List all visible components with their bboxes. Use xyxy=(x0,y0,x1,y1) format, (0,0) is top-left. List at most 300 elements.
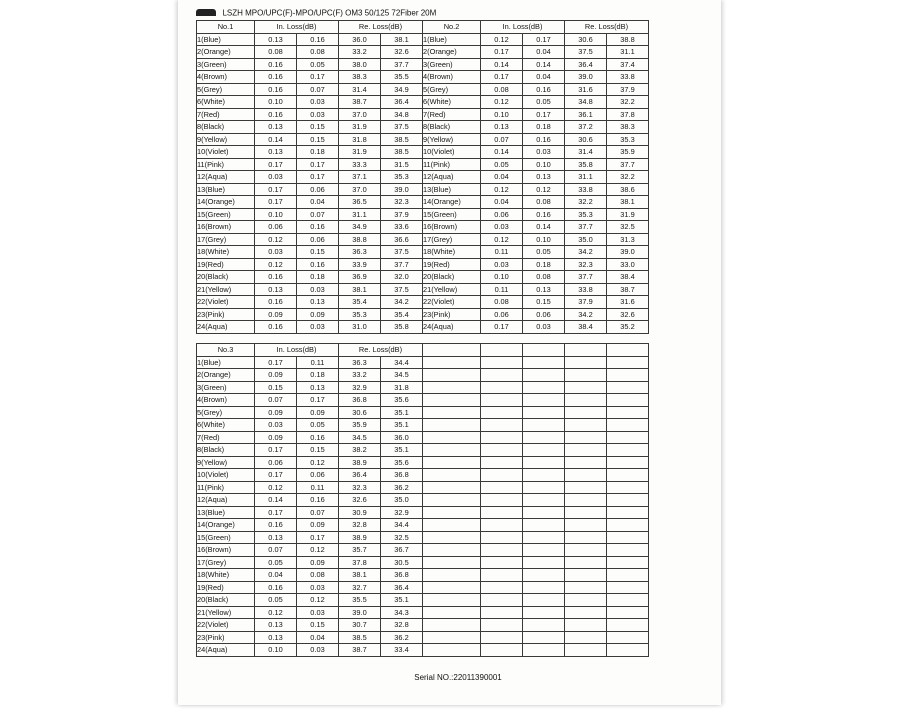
empty-cell xyxy=(523,556,565,569)
table-row xyxy=(197,83,649,96)
return-loss-value: 38.1 xyxy=(339,569,381,582)
return-loss-value: 34.8 xyxy=(565,96,607,109)
fiber-label: 7(Red) xyxy=(423,108,481,121)
empty-cell xyxy=(607,619,649,632)
return-loss-value: 38.8 xyxy=(339,233,381,246)
insertion-loss-value: 0.13 xyxy=(523,283,565,296)
return-loss-value: 33.0 xyxy=(607,258,649,271)
return-loss-value: 33.3 xyxy=(339,158,381,171)
return-loss-value: 32.6 xyxy=(381,46,423,59)
insertion-loss-value: 0.03 xyxy=(297,96,339,109)
empty-cell xyxy=(481,394,523,407)
empty-cell xyxy=(565,456,607,469)
fiber-label: 6(White) xyxy=(197,419,255,432)
empty-cell xyxy=(481,594,523,607)
return-loss-value: 30.5 xyxy=(381,556,423,569)
insertion-loss-value: 0.12 xyxy=(481,33,523,46)
table-row xyxy=(197,531,649,544)
empty-cell xyxy=(423,531,481,544)
return-loss-value: 37.7 xyxy=(381,258,423,271)
insertion-loss-value: 0.11 xyxy=(297,356,339,369)
return-loss-value: 36.4 xyxy=(381,96,423,109)
empty-cell xyxy=(481,619,523,632)
empty-cell xyxy=(607,344,649,357)
fiber-label: 14(Orange) xyxy=(423,196,481,209)
return-loss-value: 31.4 xyxy=(565,146,607,159)
return-loss-value: 36.3 xyxy=(339,246,381,259)
return-loss-value: 35.1 xyxy=(381,594,423,607)
empty-cell xyxy=(565,606,607,619)
return-loss-value: 37.5 xyxy=(381,121,423,134)
return-loss-value: 33.8 xyxy=(565,283,607,296)
return-loss-value: 39.0 xyxy=(381,183,423,196)
return-loss-value: 31.9 xyxy=(339,146,381,159)
table-row xyxy=(197,296,649,309)
return-loss-value: 35.1 xyxy=(381,444,423,457)
table-row xyxy=(197,246,649,259)
insertion-loss-value: 0.04 xyxy=(297,196,339,209)
return-loss-value: 35.4 xyxy=(339,296,381,309)
insertion-loss-value: 0.03 xyxy=(297,606,339,619)
return-loss-value: 35.7 xyxy=(339,544,381,557)
return-loss-value: 31.1 xyxy=(607,46,649,59)
insertion-loss-value: 0.12 xyxy=(255,606,297,619)
fiber-label: 10(Violet) xyxy=(423,146,481,159)
insertion-loss-value: 0.12 xyxy=(481,233,523,246)
insertion-loss-value: 0.17 xyxy=(481,71,523,84)
insertion-loss-value: 0.16 xyxy=(297,494,339,507)
insertion-loss-value: 0.16 xyxy=(255,58,297,71)
empty-cell xyxy=(523,481,565,494)
report-header xyxy=(196,4,436,18)
return-loss-value: 34.4 xyxy=(381,356,423,369)
empty-cell xyxy=(481,544,523,557)
empty-cell xyxy=(565,494,607,507)
table-row xyxy=(197,381,649,394)
insertion-loss-value: 0.05 xyxy=(523,246,565,259)
insertion-loss-header: In. Loss(dB) xyxy=(481,21,565,34)
fiber-label: 4(Brown) xyxy=(197,71,255,84)
insertion-loss-value: 0.18 xyxy=(297,369,339,382)
insertion-loss-value: 0.17 xyxy=(481,46,523,59)
insertion-loss-value: 0.06 xyxy=(481,308,523,321)
insertion-loss-value: 0.07 xyxy=(255,394,297,407)
return-loss-value: 38.5 xyxy=(381,146,423,159)
fiber-label: 9(Yellow) xyxy=(197,133,255,146)
fiber-label: 24(Aqua) xyxy=(197,644,255,657)
return-loss-value: 38.4 xyxy=(607,271,649,284)
insertion-loss-value: 0.15 xyxy=(297,133,339,146)
empty-cell xyxy=(607,369,649,382)
empty-cell xyxy=(423,619,481,632)
empty-cell xyxy=(607,444,649,457)
fiber-label: 8(Black) xyxy=(423,121,481,134)
return-loss-value: 33.4 xyxy=(381,644,423,657)
empty-cell xyxy=(565,644,607,657)
return-loss-value: 32.3 xyxy=(565,258,607,271)
empty-cell xyxy=(423,356,481,369)
return-loss-value: 35.4 xyxy=(381,308,423,321)
return-loss-value: 39.0 xyxy=(339,606,381,619)
return-loss-value: 34.2 xyxy=(565,308,607,321)
return-loss-value: 38.4 xyxy=(565,321,607,334)
table-row xyxy=(197,46,649,59)
insertion-loss-value: 0.18 xyxy=(523,258,565,271)
insertion-loss-value: 0.05 xyxy=(255,594,297,607)
insertion-loss-value: 0.08 xyxy=(523,196,565,209)
empty-cell xyxy=(607,519,649,532)
return-loss-value: 34.4 xyxy=(381,519,423,532)
return-loss-value: 38.1 xyxy=(339,283,381,296)
return-loss-value: 32.9 xyxy=(381,506,423,519)
return-loss-value: 38.9 xyxy=(339,456,381,469)
fiber-label: 22(Violet) xyxy=(197,296,255,309)
return-loss-header: Re. Loss(dB) xyxy=(339,21,423,34)
empty-cell xyxy=(607,494,649,507)
table-row xyxy=(197,431,649,444)
insertion-loss-value: 0.12 xyxy=(481,183,523,196)
table-row xyxy=(197,283,649,296)
insertion-loss-value: 0.09 xyxy=(255,431,297,444)
empty-cell xyxy=(565,444,607,457)
insertion-loss-value: 0.16 xyxy=(255,321,297,334)
insertion-loss-value: 0.16 xyxy=(297,33,339,46)
table-row xyxy=(197,271,649,284)
fiber-label: 9(Yellow) xyxy=(423,133,481,146)
insertion-loss-value: 0.16 xyxy=(523,133,565,146)
insertion-loss-value: 0.09 xyxy=(297,308,339,321)
empty-cell xyxy=(565,431,607,444)
insertion-loss-value: 0.15 xyxy=(523,296,565,309)
insertion-loss-value: 0.03 xyxy=(481,258,523,271)
empty-cell xyxy=(481,531,523,544)
insertion-loss-value: 0.12 xyxy=(297,544,339,557)
fiber-label: 20(Black) xyxy=(197,271,255,284)
insertion-loss-value: 0.17 xyxy=(523,108,565,121)
empty-cell xyxy=(523,419,565,432)
insertion-loss-value: 0.04 xyxy=(523,71,565,84)
insertion-loss-value: 0.04 xyxy=(297,631,339,644)
return-loss-value: 38.3 xyxy=(607,121,649,134)
empty-cell xyxy=(565,594,607,607)
return-loss-value: 30.6 xyxy=(565,33,607,46)
fiber-label: 3(Green) xyxy=(197,58,255,71)
return-loss-value: 34.2 xyxy=(565,246,607,259)
insertion-loss-value: 0.18 xyxy=(297,146,339,159)
return-loss-value: 38.2 xyxy=(339,444,381,457)
return-loss-value: 35.0 xyxy=(381,494,423,507)
insertion-loss-value: 0.06 xyxy=(481,208,523,221)
insertion-loss-value: 0.13 xyxy=(255,283,297,296)
empty-cell xyxy=(523,644,565,657)
table-row xyxy=(197,506,649,519)
insertion-loss-value: 0.08 xyxy=(297,46,339,59)
brand-logo-icon xyxy=(196,9,216,16)
fiber-label: 21(Yellow) xyxy=(197,283,255,296)
fiber-label: 5(Grey) xyxy=(423,83,481,96)
return-loss-value: 33.2 xyxy=(339,369,381,382)
fiber-label: 17(Grey) xyxy=(197,233,255,246)
return-loss-value: 32.8 xyxy=(381,619,423,632)
insertion-loss-value: 0.05 xyxy=(297,419,339,432)
return-loss-value: 34.3 xyxy=(381,606,423,619)
fiber-label: 23(Pink) xyxy=(197,631,255,644)
return-loss-value: 34.8 xyxy=(381,108,423,121)
empty-cell xyxy=(523,594,565,607)
empty-cell xyxy=(607,644,649,657)
return-loss-value: 38.0 xyxy=(339,58,381,71)
empty-cell xyxy=(523,519,565,532)
insertion-loss-value: 0.14 xyxy=(523,221,565,234)
empty-cell xyxy=(423,469,481,482)
fiber-label: 11(Pink) xyxy=(423,158,481,171)
fiber-label: 5(Grey) xyxy=(197,83,255,96)
empty-cell xyxy=(523,369,565,382)
return-loss-value: 35.1 xyxy=(381,419,423,432)
return-loss-value: 35.8 xyxy=(565,158,607,171)
fiber-label: 2(Orange) xyxy=(197,369,255,382)
empty-cell xyxy=(523,381,565,394)
empty-cell xyxy=(423,644,481,657)
insertion-loss-value: 0.03 xyxy=(523,146,565,159)
return-loss-value: 37.0 xyxy=(339,183,381,196)
empty-cell xyxy=(523,506,565,519)
return-loss-value: 34.9 xyxy=(381,83,423,96)
empty-cell xyxy=(423,506,481,519)
fiber-label: 17(Grey) xyxy=(423,233,481,246)
return-loss-value: 32.0 xyxy=(381,271,423,284)
empty-cell xyxy=(481,581,523,594)
insertion-loss-value: 0.17 xyxy=(481,321,523,334)
insertion-loss-value: 0.06 xyxy=(297,183,339,196)
return-loss-value: 37.7 xyxy=(565,271,607,284)
return-loss-value: 32.2 xyxy=(565,196,607,209)
empty-cell xyxy=(565,506,607,519)
group-no-label: No.1 xyxy=(197,21,255,34)
fiber-label: 17(Grey) xyxy=(197,556,255,569)
empty-cell xyxy=(481,469,523,482)
fiber-label: 7(Red) xyxy=(197,108,255,121)
fiber-label: 23(Pink) xyxy=(197,308,255,321)
fiber-label: 3(Green) xyxy=(197,381,255,394)
empty-cell xyxy=(523,606,565,619)
return-loss-value: 31.9 xyxy=(607,208,649,221)
insertion-loss-value: 0.12 xyxy=(255,258,297,271)
return-loss-value: 37.7 xyxy=(565,221,607,234)
fiber-label: 16(Brown) xyxy=(197,221,255,234)
empty-cell xyxy=(481,406,523,419)
insertion-loss-value: 0.17 xyxy=(297,158,339,171)
insertion-loss-value: 0.12 xyxy=(255,481,297,494)
insertion-loss-value: 0.17 xyxy=(255,506,297,519)
empty-cell xyxy=(423,519,481,532)
table-row xyxy=(197,544,649,557)
serial-number: Serial NO.:22011390001 xyxy=(414,673,502,682)
empty-cell xyxy=(423,594,481,607)
insertion-loss-value: 0.17 xyxy=(255,183,297,196)
empty-cell xyxy=(565,544,607,557)
insertion-loss-value: 0.05 xyxy=(481,158,523,171)
insertion-loss-value: 0.09 xyxy=(297,556,339,569)
empty-cell xyxy=(607,569,649,582)
return-loss-value: 35.3 xyxy=(381,171,423,184)
return-loss-value: 36.4 xyxy=(381,581,423,594)
insertion-loss-value: 0.03 xyxy=(255,419,297,432)
insertion-loss-value: 0.12 xyxy=(297,594,339,607)
empty-cell xyxy=(423,569,481,582)
fiber-label: 3(Green) xyxy=(423,58,481,71)
return-loss-value: 37.8 xyxy=(607,108,649,121)
insertion-loss-value: 0.05 xyxy=(255,556,297,569)
fiber-label: 18(White) xyxy=(197,246,255,259)
return-loss-value: 35.6 xyxy=(381,456,423,469)
empty-cell xyxy=(565,519,607,532)
insertion-loss-value: 0.14 xyxy=(523,58,565,71)
insertion-loss-value: 0.04 xyxy=(255,569,297,582)
table-row xyxy=(197,519,649,532)
insertion-loss-value: 0.17 xyxy=(297,171,339,184)
table-row xyxy=(197,208,649,221)
empty-cell xyxy=(607,406,649,419)
return-loss-value: 39.0 xyxy=(565,71,607,84)
insertion-loss-value: 0.10 xyxy=(481,108,523,121)
return-loss-value: 33.8 xyxy=(565,183,607,196)
return-loss-value: 31.8 xyxy=(339,133,381,146)
empty-cell xyxy=(565,619,607,632)
return-loss-value: 34.5 xyxy=(339,431,381,444)
empty-cell xyxy=(423,419,481,432)
return-loss-value: 32.2 xyxy=(607,171,649,184)
table-row xyxy=(197,594,649,607)
fiber-label: 20(Black) xyxy=(197,594,255,607)
fiber-label: 16(Brown) xyxy=(423,221,481,234)
empty-cell xyxy=(523,431,565,444)
insertion-loss-value: 0.16 xyxy=(297,258,339,271)
insertion-loss-value: 0.17 xyxy=(255,196,297,209)
return-loss-value: 36.5 xyxy=(339,196,381,209)
table-row xyxy=(197,183,649,196)
empty-cell xyxy=(523,356,565,369)
return-loss-value: 32.8 xyxy=(339,519,381,532)
return-loss-value: 38.7 xyxy=(339,644,381,657)
return-loss-value: 30.6 xyxy=(565,133,607,146)
empty-cell xyxy=(607,431,649,444)
return-loss-value: 31.9 xyxy=(339,121,381,134)
empty-cell xyxy=(607,456,649,469)
fiber-label: 4(Brown) xyxy=(423,71,481,84)
fiber-label: 6(White) xyxy=(197,96,255,109)
empty-cell xyxy=(607,356,649,369)
insertion-loss-value: 0.13 xyxy=(481,121,523,134)
insertion-loss-value: 0.17 xyxy=(297,71,339,84)
return-loss-value: 36.4 xyxy=(565,58,607,71)
table-row xyxy=(197,308,649,321)
table-row xyxy=(197,321,649,334)
empty-cell xyxy=(607,581,649,594)
empty-cell xyxy=(565,569,607,582)
empty-cell xyxy=(523,469,565,482)
return-loss-value: 37.5 xyxy=(565,46,607,59)
insertion-loss-value: 0.07 xyxy=(297,506,339,519)
insertion-loss-value: 0.16 xyxy=(255,519,297,532)
insertion-loss-value: 0.14 xyxy=(481,146,523,159)
return-loss-value: 38.6 xyxy=(607,183,649,196)
insertion-loss-value: 0.15 xyxy=(255,381,297,394)
empty-cell xyxy=(607,381,649,394)
fiber-label: 2(Orange) xyxy=(197,46,255,59)
return-loss-value: 36.0 xyxy=(381,431,423,444)
empty-cell xyxy=(607,531,649,544)
insertion-loss-value: 0.08 xyxy=(523,271,565,284)
return-loss-value: 36.0 xyxy=(339,33,381,46)
insertion-loss-value: 0.16 xyxy=(255,108,297,121)
insertion-loss-value: 0.10 xyxy=(255,208,297,221)
insertion-loss-value: 0.03 xyxy=(255,171,297,184)
empty-cell xyxy=(607,631,649,644)
return-loss-value: 33.2 xyxy=(339,46,381,59)
return-loss-value: 34.2 xyxy=(381,296,423,309)
insertion-loss-value: 0.17 xyxy=(255,356,297,369)
return-loss-value: 35.6 xyxy=(381,394,423,407)
fiber-label: 11(Pink) xyxy=(197,158,255,171)
table-row xyxy=(197,58,649,71)
empty-cell xyxy=(523,494,565,507)
empty-cell xyxy=(607,606,649,619)
return-loss-value: 37.9 xyxy=(607,83,649,96)
insertion-loss-value: 0.09 xyxy=(255,406,297,419)
table-row xyxy=(197,556,649,569)
empty-cell xyxy=(565,531,607,544)
empty-cell xyxy=(523,581,565,594)
empty-cell xyxy=(565,344,607,357)
empty-cell xyxy=(607,481,649,494)
empty-cell xyxy=(523,544,565,557)
insertion-loss-value: 0.13 xyxy=(255,619,297,632)
fiber-label: 13(Blue) xyxy=(423,183,481,196)
return-loss-value: 32.3 xyxy=(381,196,423,209)
return-loss-value: 36.6 xyxy=(381,233,423,246)
insertion-loss-header: In. Loss(dB) xyxy=(255,21,339,34)
insertion-loss-value: 0.03 xyxy=(297,644,339,657)
return-loss-value: 35.1 xyxy=(381,406,423,419)
table-row xyxy=(197,158,649,171)
return-loss-value: 35.3 xyxy=(565,208,607,221)
insertion-loss-value: 0.16 xyxy=(255,296,297,309)
table-row xyxy=(197,196,649,209)
insertion-loss-value: 0.13 xyxy=(255,146,297,159)
empty-cell xyxy=(423,381,481,394)
fiber-label: 5(Grey) xyxy=(197,406,255,419)
empty-cell xyxy=(481,569,523,582)
return-loss-value: 35.5 xyxy=(339,594,381,607)
empty-cell xyxy=(523,619,565,632)
insertion-loss-header: In. Loss(dB) xyxy=(255,344,339,357)
insertion-loss-value: 0.07 xyxy=(255,544,297,557)
insertion-loss-value: 0.04 xyxy=(481,196,523,209)
empty-cell xyxy=(481,419,523,432)
fiber-label: 19(Red) xyxy=(197,258,255,271)
empty-cell xyxy=(523,531,565,544)
return-loss-value: 32.5 xyxy=(607,221,649,234)
fiber-label: 1(Blue) xyxy=(423,33,481,46)
return-loss-value: 33.8 xyxy=(607,71,649,84)
fiber-label: 13(Blue) xyxy=(197,506,255,519)
insertion-loss-value: 0.12 xyxy=(255,233,297,246)
empty-cell xyxy=(481,369,523,382)
return-loss-value: 31.0 xyxy=(339,321,381,334)
table-row xyxy=(197,444,649,457)
empty-cell xyxy=(565,369,607,382)
